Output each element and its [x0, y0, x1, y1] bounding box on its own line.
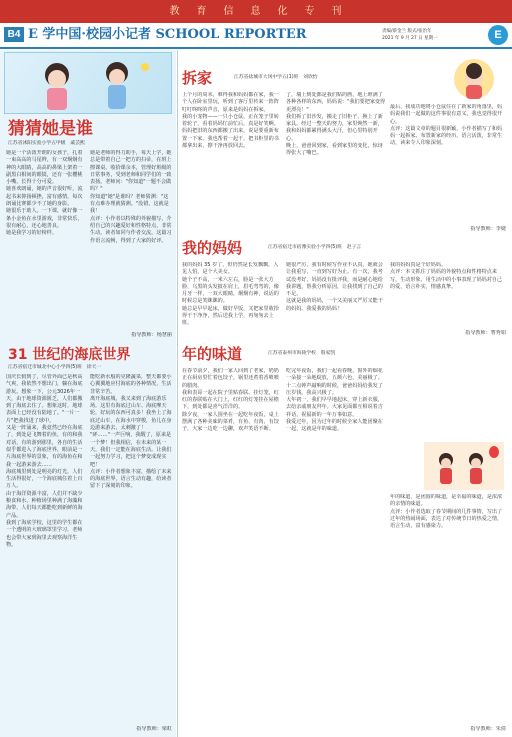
- girl-illustration-icon: [5, 53, 172, 114]
- page-banner: 教育信息化专刊: [0, 0, 512, 23]
- byline-school: 江苏省泰州市海陵学校: [268, 351, 316, 356]
- byline-author: 徐天一: [86, 365, 102, 370]
- article-title-4: 我的妈妈: [182, 239, 243, 257]
- article-4-col2: 她很严厉，我有时候写作业不认真，她就会让我重写，一直到写好为止。有一次，我考试没考好，妈妈没有批评我，而是耐心地给我讲题，帮我分析原因，让我找到了自己的不足。 这就是我的妈妈，一个又美丽又严厉又能干的妈妈。我爱我的妈妈！: [286, 262, 383, 312]
- date-line: 2021 年 9 月 27 日 星期一: [382, 36, 438, 41]
- byline-author: 刘欣怡: [303, 75, 318, 80]
- brand-title: E 学中国·校园小记者 SCHOOL REPORTER: [28, 27, 307, 42]
- editor-meta: [382, 28, 488, 44]
- teacher-4: 指导教师：曹秀娟: [465, 330, 506, 336]
- byline-4: [268, 244, 468, 252]
- e-logo-icon: [488, 25, 508, 45]
- girl-illustration-image: [4, 52, 172, 114]
- byline-3: [234, 74, 414, 82]
- article-2-body: 国庆长假到了，尽管外面已是秋高气爽，我依然不想出门，躺在海底游玩。想象一下，公元3026年一天，由于地球资源匮乏，人们都搬到了海底去住了。想象这时，地球表面上已经没有陆地了。"一片一片"把我找进了球中。 又是一阵涌来，我竟然已经在海底了，到处是飞舞着的鱼，有的和我对话，有的游到那里，各自的生活似乎都进入了海底世界，眼前是一片海底世界的景象，有的海鱼在和我一起游来游去…… 海底城里到处是明亮的灯光，人们生活得很好，一个海底城住着上百万人。 由于海洋资源丰富，人们并不缺少粮食和水，种植场里种满了海藻和海带，人们每天都能吃到新鲜的海产品。 我到了海底学校，这里的学生都在一个透明的大玻璃罩里学习，老师也会带大家到海里去观察海洋生物。: [6, 374, 83, 548]
- article-3-col3: 最后，我成功地将小仓鼠住在了新家的角落里，妈妈说我们一起做的这件事很有意义，我也觉得很开心。 点评：这篇文章的题目很新颖，小作者描写了和妈妈一起拆家、布置新家的经历，语言活泼，非常生动，读来令人印象深刻。: [390, 104, 503, 147]
- byline-2: [8, 364, 176, 372]
- child-sun-illustration-icon: [450, 55, 498, 103]
- byline-school: 江苏省沭阳实验小学五甲级: [8, 141, 66, 146]
- article-5-col2: 吃完年夜饭，我们一起看春晚，窗外的烟花一朵接一朵地绽放，五颜六色，美丽极了。 十二点钟声敲响的时候，爸爸妈妈给我发了压岁钱，我高兴极了。 大年初一，我们早早地起床，穿上新衣服，去给亲戚朋友拜年。大家见面都互相说着吉祥话，祝福新的一年万事如意。 我爱过年，因为过年的时候全家人能团聚在一起，这就是年的味道。: [286, 368, 383, 433]
- byline-school: 江苏省宿迁市宿豫实验小学四(5)班: [268, 245, 342, 250]
- teacher-2: 指导教师：梁虹: [136, 726, 172, 732]
- teacher-3: 指导教师：李婕: [470, 226, 506, 232]
- byline-5: [268, 350, 468, 358]
- article-2-body-cont: 能吃新水般的克隆蔬菜，整天都要小心翼翼地应付海底的各种情况，生活非常辛苦。 离开海底城，我又来到了海底游乐场。这里有海底过山车、海底摩天轮，好玩的东西可真多！我坐上了海底过山车，在海水中穿梭，鱼儿在身边游来游去，太刺激了！ "砰……"一声巨响，我醒了，原来是一个梦！但我相信，在未来的某一天，我们一定能在海底生活。让我们一起努力学习，把这个梦变成现实吧！ 点评：小作者想象丰富，描绘了未来的海底世界，语言生动有趣，给读者留下了深刻的印象。: [90, 374, 172, 490]
- article-title-5: 年的味道: [182, 345, 243, 363]
- article-1-body-cont: 她是老师的得力助手，每天上学，她总是带着自己一把方的扫帚，在班上擦课桌、收拾课余本，管理好班级的日常事务，受到老师和同学们的一致表扬。老师问："你知道"一题不会做吗？" 你知道"她"是谁吗？老师猜测："这有点难办理就猜测。"没错，这就是我！ 点评：小作者以特殊的外貌描写，介绍自己的兴趣爱好和性格特点，非常生动。读者如同与作者交流，这篇习作语言流畅，得到了大家的好评。: [90, 150, 172, 244]
- article-5-col1: 在春节前夕，我们一家人回到了老家，奶奶正在厨房里忙着包饺子，锅里还煮着香喷喷的腊肉。 我和表哥一起在院子里贴春联、挂灯笼，红红的春联贴在大门上，红红的灯笼挂在屋檐下，到处都是喜气洋洋的。 除夕夜，一家人围坐在一起吃年夜饭，桌上摆满了各种美味的菜肴，有鱼、有肉、有饺子。大家一边吃一边聊，欢声笑语不断。: [182, 368, 279, 433]
- byline-author: 戚芸熙: [70, 141, 85, 146]
- article-title-1: 猜猜她是谁: [8, 119, 93, 139]
- byline-school: 江苏省宿迁市城北中心小学四(5)班: [8, 365, 82, 370]
- logo-char: E: [494, 29, 502, 41]
- article-1-body: 她是一个活泼开朗的女孩子，扎着一束高高的马尾辫，有一双炯炯有神的大眼睛，高高的鼻梁上架着一副黑白相间的眼镜，还有一张樱桃小嘴，长得十分可爱。 她喜欢朗诵，她的声音很好听，流起书来抑扬顿挫，富有感情，每次朗诵比赛都少不了她的身影。 她很乐于助人。一下课，就好像一条小金鱼在水里游戏，非常快乐，很有耐心，还心地善良。 她是我学习的好榜样。: [6, 150, 83, 237]
- article-title-2: 31 世纪的海底世界: [8, 347, 131, 363]
- editor-line: 责编/蔡金兰 版式/张治年: [382, 29, 432, 34]
- column-divider: [177, 50, 178, 737]
- teacher-1: 指导教师：杨慧丽: [131, 332, 172, 338]
- byline-author: 殷家凯: [320, 351, 336, 356]
- byline-1: [8, 140, 176, 148]
- article-title-3: 拆家: [182, 69, 213, 87]
- article-4-col3: 我的妈妈真是个好妈妈。 点评：本文抓住了妈妈的外貌特点和性格特点来写，生动形象，用生活中的小事表现了妈妈对自己的爱，语言朴实，情感真挚。: [390, 262, 503, 290]
- article-3-col1: 上个月的周末，难得我和妈妈都在家，我一个人在卧室里玩，听到了客厅里传来一阵阵叮叮咚咚的声音，原来是妈妈在拆家。 我的小宠物——一只小仓鼠，正在笼子里转着轮子，看着妈妈忙前忙后，真是好笑啊。 妈妈把旧的东西都搬了出来，说是要重新布置一下家。我也帮着一起干，把书柜里的书都拿出来，擦干净再放回去。: [182, 92, 279, 150]
- article-3-col2: 了，墙上到处都是我们贴的画，地上堆满了各种各样的东西，妈妈说："我们要把家变得更漂亮！" 我们拆了旧沙发，搬走了旧柜子，换上了新家具。经过一整天的努力，家里焕然一新，我和妈妈都累得满头大汗，但心里特别开心。 晚上，爸爸回到家，看到家里的变化，惊讶得张大了嘴巴。: [286, 92, 386, 157]
- byline-author: 赵子言: [346, 245, 362, 250]
- page-number: B4: [4, 27, 24, 42]
- article-5-col3: 年的味道，是团圆的味道，是幸福的味道，是浓浓的亲情的味道。 点评：小作者选取了春节期间的几件事情，写出了过年的热闹场面，表达了对传统节日的热爱之情，语言生动，富有感染力。: [390, 494, 503, 530]
- teacher-5: 指导教师：朱倩: [470, 726, 506, 732]
- byline-school: 江苏省盐城市大冈中学五(1)班: [234, 75, 299, 80]
- article-4-col1: 我的妈妈 35 岁了，但仍然是长发飘飘，人见人怕，是个大美女。 她个子不高，一米六左右，脸是一张大方脸，乌黑的头发披在肩上，眉毛弯弯的，像月牙一样，一双大眼睛，炯炯有神，说话的时候总是笑眯眯的。 她总是早早起床，做好早饭，又把家里收拾得干干净净，然后送我上学，再匆匆去上班。: [182, 262, 279, 327]
- new-year-illustration-icon: [424, 442, 504, 490]
